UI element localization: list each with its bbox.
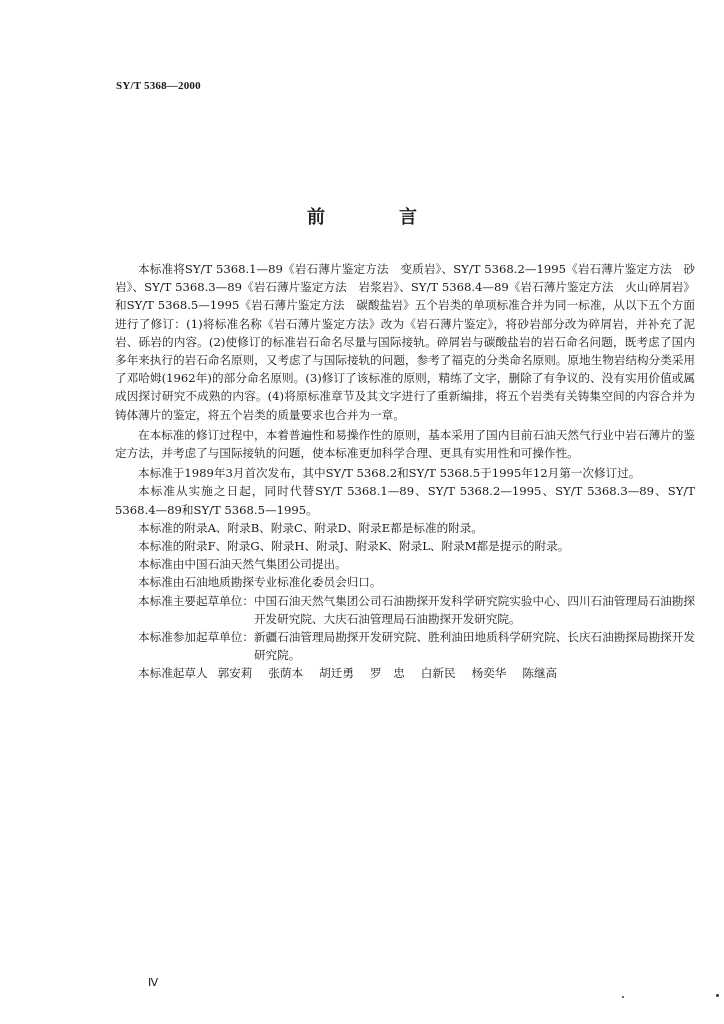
paragraph-first-release: 本标准于1989年3月首次发布，其中SY/T 5368.2和SY/T 5368.5于1995年12月第一次修订过。	[138, 466, 641, 481]
drafter-name: 胡迁勇	[319, 666, 354, 681]
paragraph-replacement: 本标准从实施之日起，同时代替SY/T 5368.1—89、SY/T 5368.2—1995、SY/T 5368.3—89、SY/T 5368.4—89和SY/T 5368.5—1995。	[115, 484, 695, 517]
drafters-label: 本标准起草人	[138, 666, 208, 681]
drafter-name: 白新民	[420, 666, 456, 681]
participating-drafting-label: 本标准参加起草单位：	[138, 630, 254, 645]
paragraph-committee: 本标准由石油地质勘探专业标准化委员会归口。	[138, 575, 382, 590]
drafter-name: 郭安莉	[217, 666, 253, 681]
document-code: SY/T 5368—2000	[116, 80, 201, 92]
drafter-name: 杨奕华	[471, 666, 507, 681]
participating-drafting-units	[115, 628, 695, 664]
paragraph-informative-annexes: 本标准的附录F、附录G、附录H、附录J、附录K、附录L、附录M都是提示的附录。	[138, 539, 570, 554]
drafter-name: 陈继高	[522, 666, 558, 681]
main-drafting-value: 中国石油天然气集团公司石油勘探开发科学研究院实验中心、四川石油管理局石油勘探开发研究院、大庆石油管理局石油勘探开发研究院。	[253, 593, 695, 626]
scan-speck	[716, 994, 719, 997]
drafter-name: 罗 忠	[369, 666, 405, 681]
main-drafting-units	[115, 592, 695, 628]
page-title: 前 言	[307, 207, 445, 228]
participating-drafting-value: 新疆石油管理局勘探开发研究院、胜利油田地质科学研究院、长庆石油勘探局勘探开发研究院。	[253, 630, 695, 663]
scan-speck	[622, 996, 624, 998]
main-drafting-label: 本标准主要起草单位：	[138, 593, 254, 608]
drafter-name: 张荫本	[268, 666, 304, 681]
page-number: Ⅳ	[148, 977, 159, 989]
paragraph-proposer: 本标准由中国石油天然气集团公司提出。	[138, 557, 347, 572]
paragraph-revision-summary: 本标准将SY/T 5368.1—89《岩石薄片鉴定方法 变质岩》、SY/T 5368.2—1995《岩石薄片鉴定方法 砂岩》、SY/T 5368.3—89《岩石薄片鉴定方法 岩浆岩》、SY/T 5368.4—89《岩石薄片鉴定方法 火山碎屑岩》和SY/T 5368.5—1995《岩石薄片鉴定方法 碳酸盐岩》五个岩类的单项标准合并为同一标准，从以下五个方面进行了修订：(1)将标准名称《岩石薄片鉴定方法》改为《岩石薄片鉴定》，将砂岩部分改为碎屑岩，并补充了泥岩、砾岩的内容。(2)使修订的标准岩石命名尽量与国际接轨。碎屑岩与碳酸盐岩的岩石命名问题，既考虑了国内多年来执行的岩石命名原则，又考虑了与国际接轨的问题，参考了福克的分类命名原则。原地生物岩结构分类采用了邓哈姆(1962年)的部分命名原则。(3)修订了该标准的原则，精练了文字，删除了有争议的、没有实用价值或属成因探讨研究不成熟的内容。(4)将原标准章节及其文字进行了重新编排，将五个岩类有关铸集空间的内容合并为铸体薄片的鉴定，将五个岩类的质量要求也合并为一章。	[115, 262, 695, 422]
paragraph-revision-principle: 在本标准的修订过程中，本着普遍性和易操作性的原则，基本采用了国内目前石油天然气行业中岩石薄片的鉴定方法，并考虑了与国际接轨的问题，使本标准更加科学合理、更具有实用性和可操作性。	[115, 427, 695, 461]
foreword-body	[115, 260, 695, 683]
paragraph-normative-annexes: 本标准的附录A、附录B、附录C、附录D、附录E都是标准的附录。	[138, 520, 483, 535]
drafters-line	[115, 664, 695, 682]
